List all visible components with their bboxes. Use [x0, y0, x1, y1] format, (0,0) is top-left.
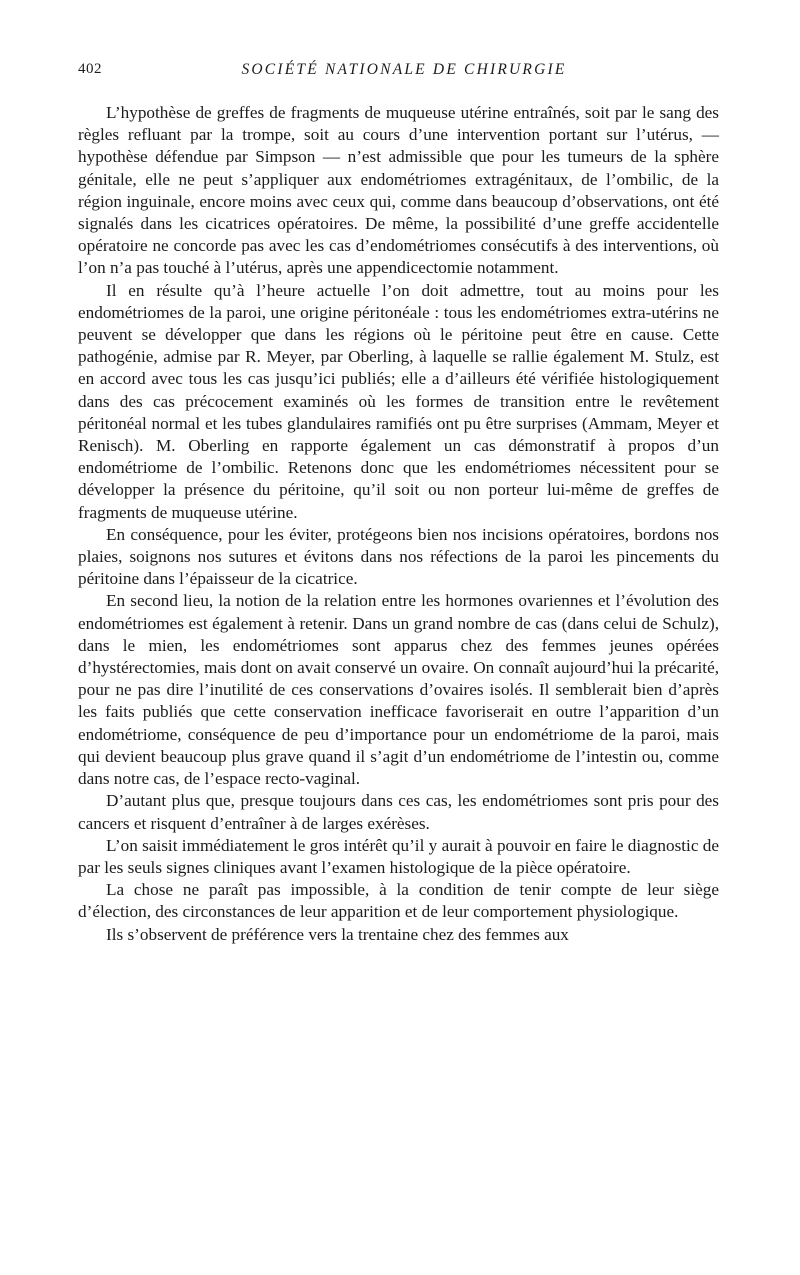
paragraph: L’on saisit immédiatement le gros intérêt qu’il y aurait à pouvoir en faire le diagnostic de par les seuls signes cliniques avant l’examen histologique de la pièce opératoire.: [78, 835, 719, 877]
text-body: [78, 102, 719, 946]
paragraph: En second lieu, la notion de la relation entre les hormones ovariennes et l’évolution des endométriomes est également à retenir. Dans un grand nombre de cas (dans celui de Schulz), dans le mien, les endométriomes sont apparus chez des femmes jeunes opérées d’hystérectomies, mais dont on avait conservé un ovaire. On connaît aujourd’hui la précarité, pour ne pas dire l’inutilité de ces conservations d’ovaires isolés. Il semblerait bien d’après les faits publiés que cette conservation inefficace favoriserait en outre l’apparition d’un endométriome, conséquence de peu d’importance pour un endométriome de la paroi, mais qui devient beaucoup plus grave quand il s’agit d’un endométriome de l’intestin ou, comme dans notre cas, de l’espace recto-vaginal.: [78, 591, 719, 789]
paragraph: D’autant plus que, presque toujours dans ces cas, les endométriomes sont pris pour des cancers et risquent d’entraîner à de larges exérèses.: [78, 791, 719, 833]
paragraph: L’hypothèse de greffes de fragments de muqueuse utérine entraînés, soit par le sang des règles refluant par la trompe, soit au cours d’une intervention portant sur l’utérus, — hypothèse défendue par Simpson — n’est admissible que pour les tumeurs de la sphère génitale, elle ne peut s’appliquer aux endométriomes extragénitaux, de l’ombilic, de la région inguinale, encore moins avec ceux qui, comme dans beaucoup d’observations, ont été signalés dans les cicatrices opératoires. De même, la possibilité d’une greffe accidentelle opératoire ne concorde pas avec les cas d’endométriomes consécutifs à des interventions, où l’on n’a pas touché à l’utérus, après une appendicectomie notamment.: [78, 103, 719, 278]
paragraph: Il en résulte qu’à l’heure actuelle l’on doit admettre, tout au moins pour les endométriomes de la paroi, une origine péritonéale : tous les endométriomes extra-utérins ne peuvent se développer que dans les régions où le péritoine peut être en cause. Cette pathogénie, admise par R. Meyer, par Oberling, à laquelle se rallie également M. Stulz, est en accord avec tous les cas jusqu’ici publiés; elle a d’ailleurs été vérifiée histologiquement dans des cas précocement examinés où les formes de transition entre le revêtement péritonéal normal et les tubes glandulaires ramifiés ont pu être surprises (Ammam, Meyer et Renisch). M. Oberling en rapporte également un cas démonstratif à propos d’un endométriome de l’ombilic. Retenons donc que les endométriomes nécessitent pour se développer la présence du péritoine, qu’il soit ou non porteur lui-même de greffes de fragments de muqueuse utérine.: [78, 280, 719, 522]
page-header: [78, 61, 718, 85]
page-number: 402: [78, 61, 102, 77]
paragraph: La chose ne paraît pas impossible, à la condition de tenir compte de leur siège d’élection, des circonstances de leur apparition et de leur comportement physiologique.: [78, 880, 719, 922]
paragraph: En conséquence, pour les éviter, protégeons bien nos incisions opératoires, bordons nos plaies, soignons nos sutures et évitons dans nos réfections de la paroi les pincements du péritoine dans l’épaisseur de la cicatrice.: [78, 524, 719, 589]
running-title: SOCIÉTÉ NATIONALE DE CHIRURGIE: [241, 61, 567, 78]
paragraph-continued: Ils s’observent de préférence vers la trentaine chez des femmes aux: [106, 924, 569, 944]
